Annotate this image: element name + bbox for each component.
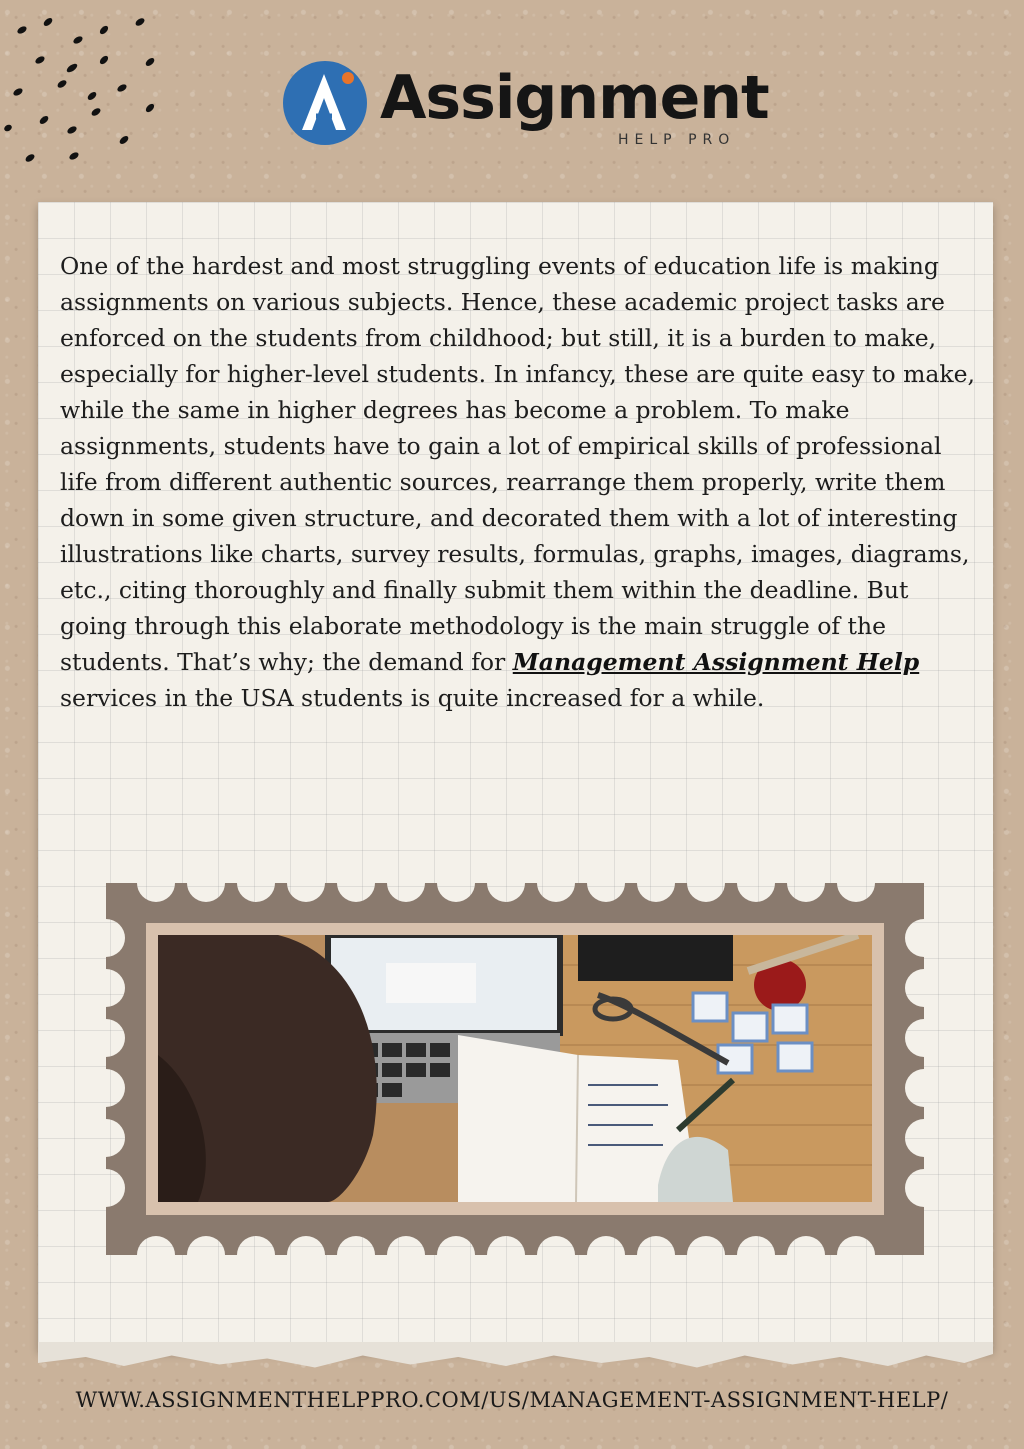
paragraph-text-before: One of the hardest and most struggling events of education life is making assignments on various subjects. Hence, these academic project tasks are enforced on the students from childhood; but still, it is a burden to make, especially for higher-level students. In infancy, these are quite easy to make, while the same in higher degrees has become a problem. To make assignments, students have to gain a lot of empirical skills of professional life from different authentic sources, rearrange them properly, write them down in some given structure, and decorated them with a lot of interesting illustrations like charts, survey results, formulas, graphs, images, diagrams, etc., citing thoroughly and finally submit them within the deadline. But going through this elaborate methodology is the main struggle of the students. That’s why; the demand for <box>60 252 975 676</box>
decorative-dashes <box>0 0 170 170</box>
footer-url[interactable]: WWW.ASSIGNMENTHELPPRO.COM/US/MANAGEMENT-ASSIGNMENT-HELP/ <box>75 1388 949 1412</box>
article-paragraph <box>60 248 975 716</box>
logo-wordmark: Assignment <box>380 63 769 133</box>
student-writing-photo <box>158 935 872 1202</box>
management-assignment-help-link[interactable]: Management Assignment Help <box>512 648 920 676</box>
paragraph-text-after: services in the USA students is quite increased for a while. <box>60 684 765 712</box>
logo-mark-icon <box>280 58 370 148</box>
logo-subtitle: HELP PRO <box>618 132 736 148</box>
torn-paper-edge <box>38 1342 993 1372</box>
brand-logo <box>280 56 769 156</box>
